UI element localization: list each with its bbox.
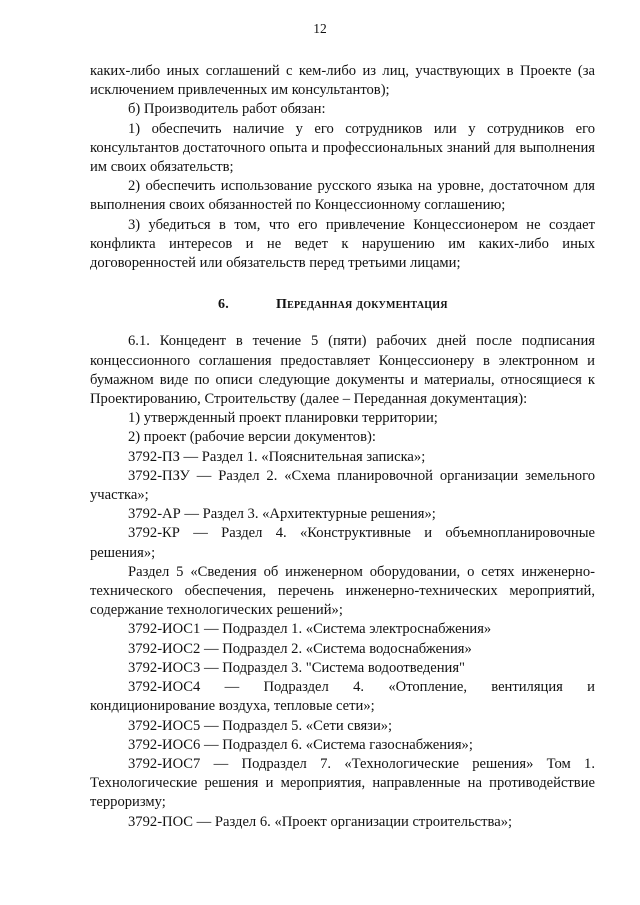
list-item: 3792-ИОС4 — Подраздел 4. «Отопление, вентиляция и кондиционирование воздуха, тепловые сети»; [90,679,595,715]
list-item: 3792-ПОС — Раздел 6. «Проект организации строительства»; [128,813,513,830]
paragraph: 3) убедиться в том, что его привлечение Концессионером не создает конфликта интересов и не ведет к нарушению им каких-либо иных договоренностей или обязательств перед третьими лицами; [90,216,595,272]
list-item: 3792-ИОС3 — Подраздел 3. "Система водоотведения" [128,659,466,676]
list-item: Раздел 5 «Сведения об инженерном оборудовании, о сетях инженерно-технического обеспечения, перечень инженерно-технических мероприятий, содержание технологических решений»; [90,563,595,619]
paragraph: 6.1. Концедент в течение 5 (пяти) рабочих дней после подписания концессионного соглашения предоставляет Концессионеру в электронном и бумажном виде по описи следующие документы и материалы, относящиеся к Проектированию, Строительству (далее – Переданная документация): [90,333,595,408]
paragraph: 2) обеспечить использование русского языка на уровне, достаточном для выполнения своих обязанностей по Концессионному соглашению; [90,178,595,214]
page-number: 12 [313,21,327,36]
list-item: 3792-ИОС2 — Подраздел 2. «Система водоснабжения» [128,640,472,657]
list-item: 3792-ИОС7 — Подраздел 7. «Технологические решения» Том 1. Технологические решения и мероприятия, направленные на противодействие терроризму; [90,755,595,811]
list-item: 3792-КР — Раздел 4. «Конструктивные и объемнопланировочные решения»; [90,525,595,561]
section-number: 6. [218,297,229,313]
list-item: 3792-ИОС5 — Подраздел 5. «Сети связи»; [128,717,393,734]
paragraph: каких-либо иных соглашений с кем-либо из лиц, участвующих в Проекте (за исключением привлеченных им консультантов); [90,63,595,99]
section-heading [90,295,595,314]
paragraph: б) Производитель работ обязан: [128,101,326,118]
list-item: 2) проект (рабочие версии документов): [128,429,376,446]
list-item: 1) утвержденный проект планировки территории; [128,410,438,427]
list-item: 3792-ИОС6 — Подраздел 6. «Система газоснабжения»; [128,736,473,753]
list-item: 3792-АР — Раздел 3. «Архитектурные решения»; [128,506,436,523]
list-item: 3792-ПЗУ — Раздел 2. «Схема планировочной организации земельного участка»; [90,467,595,504]
section-title: Переданная документация [276,297,448,313]
paragraph: 1) обеспечить наличие у его сотрудников или у сотрудников его консультантов достаточного опыта и профессиональных знаний для выполнения им своих обязательств; [90,120,595,176]
document-body [90,62,595,832]
list-item: 3792-ИОС1 — Подраздел 1. «Система электроснабжения» [128,621,492,638]
list-item: 3792-ПЗ — Раздел 1. «Пояснительная записка»; [128,448,426,465]
